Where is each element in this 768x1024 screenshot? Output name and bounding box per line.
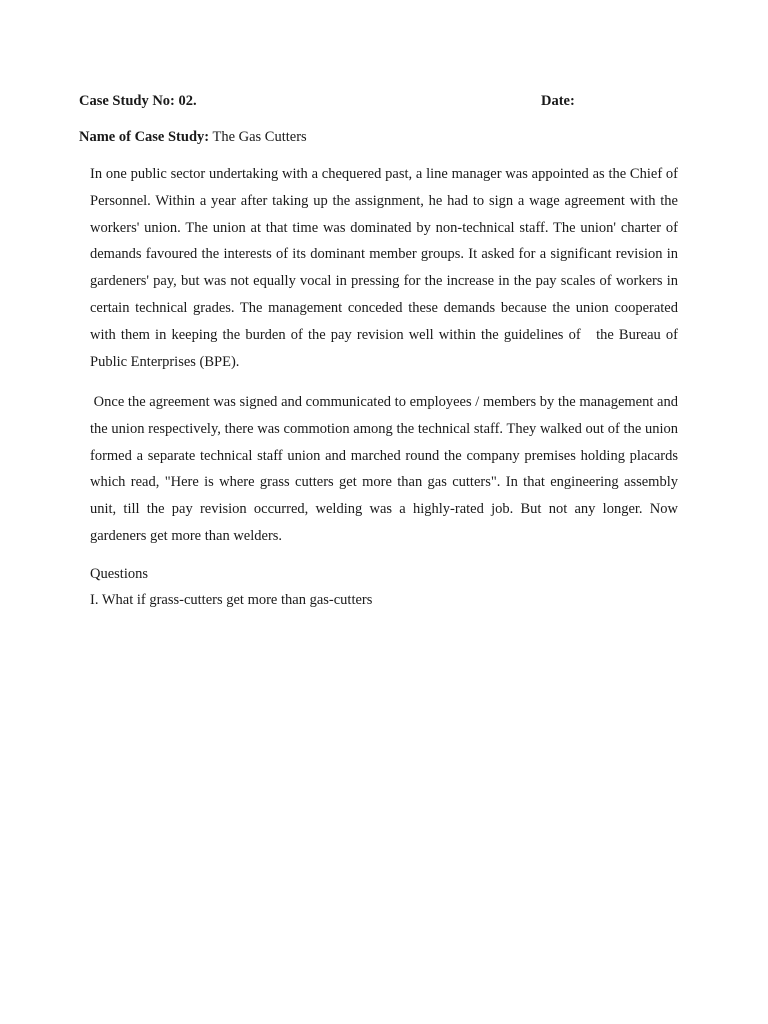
- case-study-name-label: Name of Case Study:: [79, 129, 210, 145]
- case-header: [79, 93, 599, 113]
- case-study-name-value: The Gas Cutters: [209, 129, 307, 145]
- date-label: Date:: [541, 93, 575, 109]
- question-item: I. What if grass-cutters get more than gas-cutters: [90, 592, 373, 608]
- questions-heading: Questions: [90, 566, 148, 582]
- paragraph-aftermath: Once the agreement was signed and communicated to employees / members by the management and the union respectively, there was commotion among the technical staff. They walked out of the union formed a separate technical staff union and marched round the company premises holding placards which read, "Here is where grass cutters get more than gas cutters". In that engineering assembly unit, till the pay revision occurred, welding was a highly-rated job. But not any longer. Now gardeners get more than welders.: [90, 394, 682, 544]
- paragraph-intro: In one public sector undertaking with a chequered past, a line manager was appointed as the Chief of Personnel. Within a year after taking up the assignment, he had to sign a wage agreement with the workers' union. The union at that time was dominated by non-technical staff. The union' charter of demands favoured the interests of its dominant member groups. It asked for a significant revision in gardeners' pay, but was not equally vocal in pressing for the increase in the pay scales of workers in certain technical grades. The management conceded these demands because the union cooperated with them in keeping the burden of the pay revision well within the guidelines of the Bureau of Public Enterprises (BPE).: [90, 166, 682, 370]
- case-study-name: [79, 129, 307, 146]
- case-study-number: Case Study No: 02.: [79, 93, 197, 109]
